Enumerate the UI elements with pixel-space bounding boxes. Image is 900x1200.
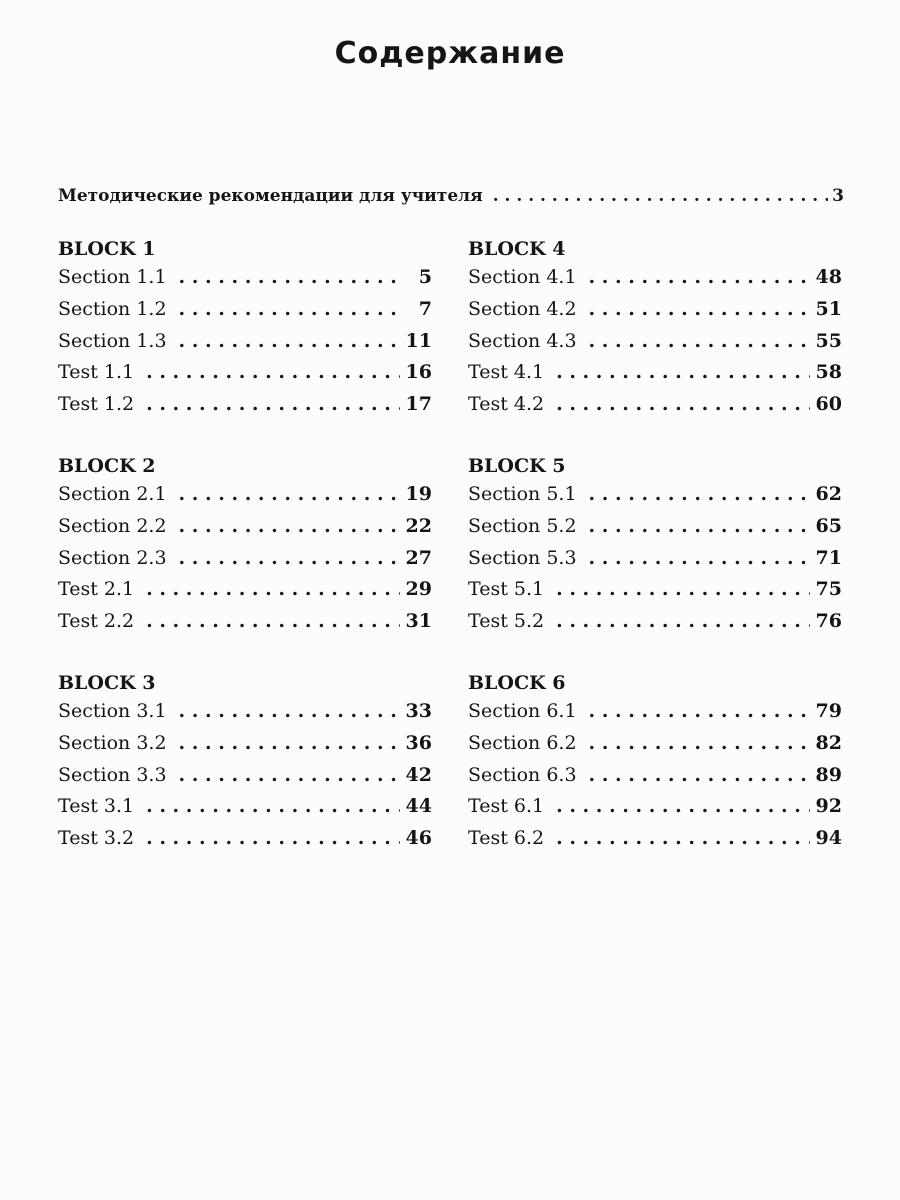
dot-leader: [589, 266, 810, 288]
toc-entry: [468, 827, 842, 859]
toc-entry-label: Section 4.2: [468, 297, 577, 320]
toc-entry-label: Section 1.3: [58, 329, 167, 352]
dot-leader: [179, 330, 400, 352]
dot-leader: [556, 393, 809, 415]
toc-entry: [58, 361, 432, 393]
toc-entry-label: Test 6.1: [468, 795, 545, 818]
block-heading: BLOCK 4: [468, 238, 566, 260]
dot-leader: [179, 764, 400, 786]
dot-leader: [146, 610, 399, 632]
toc-entry: [58, 547, 432, 579]
toc-entry-label: Section 2.3: [58, 546, 167, 569]
toc-entry: [468, 764, 842, 796]
toc-column-left: [58, 234, 432, 885]
toc-entry-label: Section 2.2: [58, 514, 167, 537]
dot-leader: [556, 361, 809, 383]
toc-entry-label: Section 3.2: [58, 731, 167, 754]
toc-entry-label: Section 2.1: [58, 482, 167, 505]
toc-entry: [58, 330, 432, 362]
toc-entry: [58, 700, 432, 732]
toc-entry-page: 7: [418, 297, 432, 320]
toc-entry-page: 48: [815, 266, 842, 288]
dot-leader: [146, 578, 399, 600]
toc-entry-label: Section 6.3: [468, 763, 577, 786]
block-heading: BLOCK 5: [468, 454, 566, 477]
toc-entry-page: 36: [405, 731, 432, 754]
toc-entry: [58, 827, 432, 859]
toc-entry-label: Test 4.1: [468, 361, 545, 384]
dot-leader: [146, 795, 399, 817]
toc-entry-label: Test 1.2: [58, 393, 135, 416]
dot-leader: [179, 547, 400, 569]
dot-leader: [589, 700, 810, 722]
dot-leader: [589, 547, 810, 569]
toc-entry-page: 79: [815, 699, 842, 722]
toc-entry-label: Test 5.1: [468, 578, 545, 601]
toc-entry-label: Section 5.2: [468, 514, 577, 537]
toc-entry-page: 22: [405, 514, 432, 537]
toc-entry: [58, 266, 432, 298]
toc-entry-label: Test 5.2: [468, 610, 545, 633]
toc-entry-page: 5: [418, 266, 432, 288]
toc-entry: [58, 483, 432, 515]
dot-leader: [589, 515, 810, 537]
toc-entry-page: 65: [815, 514, 842, 537]
dot-leader: [179, 732, 400, 754]
dot-leader: [589, 764, 810, 786]
toc-entry: [58, 298, 432, 330]
toc-column-right: [468, 234, 842, 885]
toc-entry: [468, 483, 842, 515]
toc-entry-page: 46: [405, 827, 432, 850]
block-heading: BLOCK 1: [58, 238, 156, 260]
toc-entry-label: Test 6.2: [468, 827, 545, 850]
block-heading: BLOCK 3: [58, 671, 156, 694]
toc-entry-label: Test 4.2: [468, 393, 545, 416]
toc-entry: [468, 515, 842, 547]
dot-leader: [146, 827, 399, 849]
toc-entry-label: Section 6.1: [468, 699, 577, 722]
dot-leader: [179, 483, 400, 505]
toc-entry-page: 89: [815, 763, 842, 786]
toc-entry-page: 17: [405, 393, 432, 416]
toc-entry-label: Test 2.2: [58, 610, 135, 633]
toc-entry-label: Section 1.2: [58, 297, 167, 320]
dot-leader: [589, 330, 810, 352]
toc-entry-label: Test 1.1: [58, 361, 135, 384]
toc-entry: [468, 578, 842, 610]
block-heading: BLOCK 6: [468, 671, 566, 694]
toc-entry-label: Section 3.1: [58, 699, 167, 722]
toc-entry: [468, 330, 842, 362]
toc-entry-label: Section 6.2: [468, 731, 577, 754]
dot-leader: [589, 298, 810, 320]
dot-leader: [179, 515, 400, 537]
toc-entry-page: 31: [405, 610, 432, 633]
toc-entry-page: 16: [405, 361, 432, 384]
toc-entry-page: 62: [815, 482, 842, 505]
page-title: Содержание: [334, 36, 566, 71]
toc-entry-label: Test 2.1: [58, 578, 135, 601]
toc-entry: [468, 298, 842, 330]
toc-block: [468, 451, 842, 642]
dot-leader: [146, 393, 399, 415]
dot-leader: [556, 827, 809, 849]
toc-entry-label: Section 3.3: [58, 763, 167, 786]
toc-entry: [468, 795, 842, 827]
block-heading: BLOCK 2: [58, 454, 156, 477]
toc-entry-page: 44: [405, 795, 432, 818]
dot-leader: [179, 298, 402, 320]
toc-entry-label: Section 5.3: [468, 546, 577, 569]
toc-entry-page: 76: [815, 610, 842, 633]
toc-block: [58, 234, 432, 425]
toc-entry-page: 51: [815, 297, 842, 320]
toc-entry: [58, 732, 432, 764]
toc-block: [58, 451, 432, 642]
toc-entry: [58, 578, 432, 610]
toc-block: [468, 234, 842, 425]
dot-leader: [493, 186, 828, 206]
toc-entry-page: 3: [832, 186, 844, 206]
toc-entry-page: 82: [815, 731, 842, 754]
toc-entry-page: 75: [815, 578, 842, 601]
dot-leader: [556, 795, 809, 817]
toc-entry-label: Section 4.1: [468, 266, 577, 288]
toc-entry-page: 29: [405, 578, 432, 601]
toc-entry: [468, 732, 842, 764]
toc-entry-page: 42: [405, 763, 432, 786]
toc-entry-page: 19: [405, 482, 432, 505]
toc-entry-page: 33: [405, 699, 432, 722]
dot-leader: [556, 610, 809, 632]
toc-entry-label: Test 3.1: [58, 795, 135, 818]
toc-entry-page: 71: [815, 546, 842, 569]
dot-leader: [589, 483, 810, 505]
toc-entry: [58, 610, 432, 642]
toc-entry-label: Методические рекомендации для учителя: [58, 186, 483, 206]
toc-entry: [58, 515, 432, 547]
toc-entry: [468, 700, 842, 732]
dot-leader: [179, 266, 402, 288]
toc-entry-teacher-guidelines: [58, 186, 844, 206]
toc-entry: [468, 547, 842, 579]
toc-entry-label: Section 4.3: [468, 329, 577, 352]
toc-entry: [58, 393, 432, 425]
dot-leader: [179, 700, 400, 722]
toc-entry-page: 94: [815, 827, 842, 850]
toc-entry-label: Section 1.1: [58, 266, 167, 288]
toc-entry: [468, 361, 842, 393]
toc-entry: [58, 764, 432, 796]
dot-leader: [589, 732, 810, 754]
toc-entry-label: Test 3.2: [58, 827, 135, 850]
toc-entry-page: 55: [815, 329, 842, 352]
toc-entry: [468, 610, 842, 642]
toc-block: [468, 668, 842, 859]
toc-entry: [58, 795, 432, 827]
toc-entry-page: 60: [815, 393, 842, 416]
toc-entry-page: 58: [815, 361, 842, 384]
toc-block: [58, 668, 432, 859]
dot-leader: [146, 361, 399, 383]
toc-entry-page: 27: [405, 546, 432, 569]
toc-entry: [468, 393, 842, 425]
toc-entry: [468, 266, 842, 298]
dot-leader: [556, 578, 809, 600]
toc-entry-page: 92: [815, 795, 842, 818]
toc-entry-page: 11: [405, 329, 432, 352]
toc-entry-label: Section 5.1: [468, 482, 577, 505]
